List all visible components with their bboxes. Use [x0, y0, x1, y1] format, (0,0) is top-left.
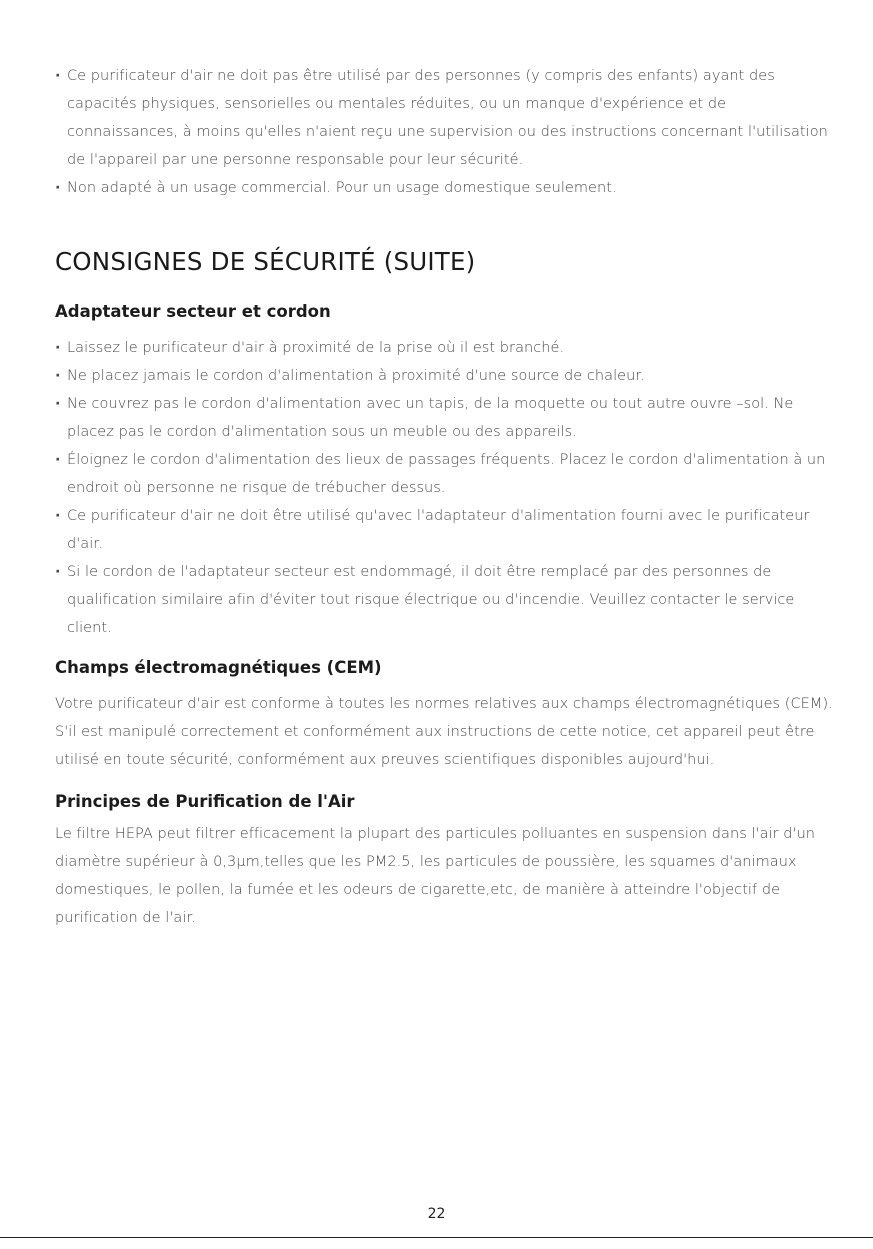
purification-subtitle: Principes de Purification de l'Air	[55, 792, 355, 811]
adapter-bullet: · Si le cordon de l'adaptateur secteur est endommagé, il doit être remplacé par des personnes de qualification similaire afin d'éviter tout risque électrique ou d'incendie. Veuillez contacter le service client.	[55, 558, 835, 642]
cem-subtitle: Champs électromagnétiques (CEM)	[55, 658, 382, 677]
adapter-subtitle: Adaptateur secteur et cordon	[55, 302, 331, 321]
intro-bullet: · Non adapté à un usage commercial. Pour un usage domestique seulement.	[55, 174, 835, 202]
footer-rule	[0, 1237, 873, 1238]
adapter-bullet: · Ne placez jamais le cordon d'alimentation à proximité d'une source de chaleur.	[55, 362, 835, 390]
page-number: 22	[427, 1206, 446, 1222]
cem-paragraph: Votre purificateur d'air est conforme à toutes les normes relatives aux champs électromagnétiques (CEM). S'il est manipulé correctement et conformément aux instructions de cette notice, cet appareil peut être utilisé en toute sécurité, conformément aux preuves scientifiques disponibles aujourd'hui.	[55, 696, 833, 768]
intro-bullet-list	[55, 62, 835, 202]
adapter-bullet: · Ce purificateur d'air ne doit être utilisé qu'avec l'adaptateur d'alimentation fourni avec le purificateur d'air.	[55, 502, 835, 558]
adapter-bullet: · Éloignez le cordon d'alimentation des lieux de passages fréquents. Placez le cordon d'alimentation à un endroit où personne ne risque de trébucher dessus.	[55, 446, 835, 502]
adapter-bullet-list	[55, 334, 835, 642]
purification-paragraph: Le filtre HEPA peut filtrer efficacement la plupart des particules polluantes en suspension dans l'air d'un diamètre supérieur à 0,3μm,telles que les PM2.5, les particules de poussière, les squames d'animaux domestiques, le pollen, la fumée et les odeurs de cigarette,etc, de manière à atteindre l'objectif de purification de l'air.	[55, 826, 816, 926]
adapter-bullet: · Ne couvrez pas le cordon d'alimentation avec un tapis, de la moquette ou tout autre ouvre –sol. Ne placez pas le cordon d'alimentation sous un meuble ou des appareils.	[55, 390, 835, 446]
adapter-bullet: · Laissez le purificateur d'air à proximité de la prise où il est branché.	[55, 334, 835, 362]
section-title: CONSIGNES DE SÉCURITÉ (SUITE)	[55, 247, 476, 276]
intro-bullet: · Ce purificateur d'air ne doit pas être utilisé par des personnes (y compris des enfants) ayant des capacités physiques, sensorielles ou mentales réduites, ou un manque d'expérience et de connaissances, à moins qu'elles n'aient reçu une supervision ou des instructions concernant l'utilisation de l'appareil par une personne responsable pour leur sécurité.	[55, 62, 835, 174]
page-content	[55, 62, 835, 932]
